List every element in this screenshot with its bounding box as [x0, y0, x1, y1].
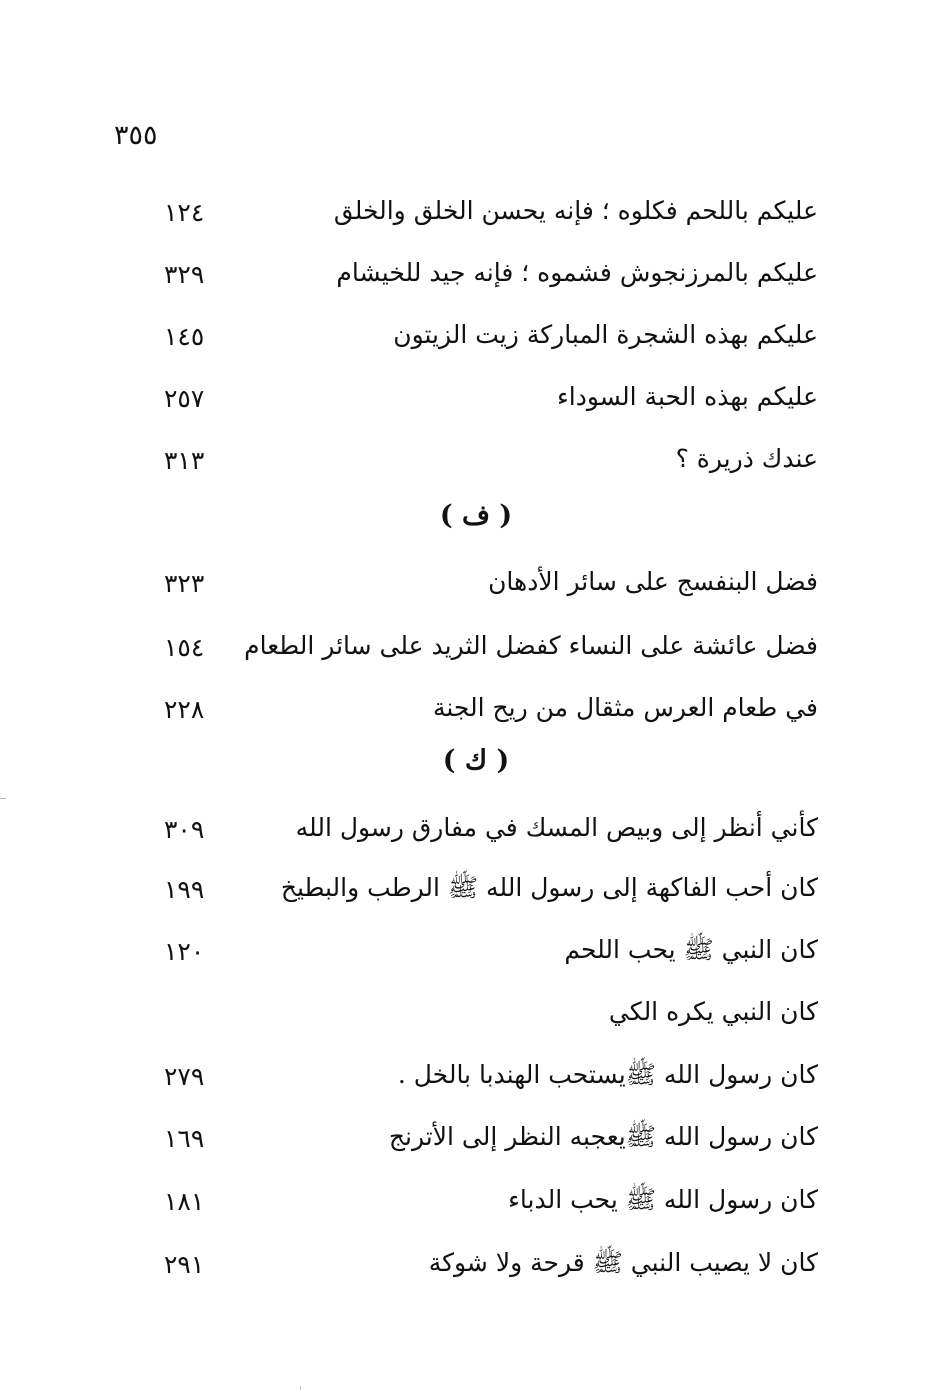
- index-entry: [150, 191, 818, 235]
- section-heading-fa: ( ف ): [439, 500, 513, 531]
- index-entry: [150, 930, 818, 974]
- entry-page-number: ٣٠٩: [164, 815, 205, 844]
- entry-page-number: ١٨١: [164, 1187, 205, 1216]
- section-heading-kaf: ( ك ): [442, 745, 510, 776]
- entry-text: كان رسول الله ﷺيستحب الهندبا بالخل .: [397, 1060, 818, 1089]
- page-number: ٣٥٥: [114, 120, 158, 151]
- entry-page-number: ٢٥٧: [164, 384, 205, 413]
- entry-text: كان رسول الله ﷺيعجبه النظر إلى الأترنج: [388, 1122, 818, 1151]
- entry-text: فضل عائشة على النساء كفضل الثريد على سائر الطعام: [244, 631, 818, 660]
- entry-text: فضل البنفسج على سائر الأدهان: [488, 567, 818, 596]
- entry-page-number: ١٩٩: [164, 875, 205, 904]
- entry-text: عندك ذريرة ؟: [675, 444, 818, 473]
- entry-page-number: ٣٢٩: [164, 260, 205, 289]
- entry-text: عليكم بهذه الشجرة المباركة زيت الزيتون: [393, 320, 818, 349]
- index-entry: [150, 1243, 818, 1287]
- index-entry: [150, 562, 818, 606]
- index-entry: [150, 315, 818, 359]
- entry-text: كان النبي يكره الكي: [608, 997, 818, 1026]
- index-entry: [150, 1055, 818, 1099]
- entry-page-number: ٢٢٨: [164, 695, 205, 724]
- index-entry: [150, 808, 818, 852]
- entry-text: كان رسول الله ﷺ يحب الدباء: [508, 1185, 818, 1214]
- entry-page-number: ١٢٠: [164, 937, 205, 966]
- index-entry: [150, 626, 818, 670]
- index-entry: [150, 688, 818, 732]
- index-entry: [150, 253, 818, 297]
- entry-page-number: ١٤٥: [164, 322, 205, 351]
- entry-text: كان النبي ﷺ يحب اللحم: [564, 935, 818, 964]
- index-entry: [150, 1117, 818, 1161]
- entry-page-number: ٣٢٣: [164, 569, 205, 598]
- entry-text: في طعام العرس مثقال من ريح الجنة: [432, 693, 818, 722]
- entry-page-number: ١٢٤: [164, 198, 205, 227]
- entry-page-number: ١٥٤: [164, 633, 205, 662]
- scan-edge-mark: [0, 798, 6, 799]
- entry-text: كان لا يصيب النبي ﷺ قرحة ولا شوكة: [428, 1248, 818, 1277]
- entry-text: عليكم باللحم فكلوه ؛ فإنه يحسن الخلق والخلق: [333, 196, 818, 225]
- entry-text: عليكم بالمرزنجوش فشموه ؛ فإنه جيد للخيشام: [336, 258, 818, 287]
- entry-page-number: ٣١٣: [164, 446, 205, 475]
- index-entry: [150, 992, 818, 1036]
- index-entry: [150, 868, 818, 912]
- index-entry: [150, 439, 818, 483]
- index-entry: [150, 377, 818, 421]
- entry-page-number: ١٦٩: [164, 1124, 205, 1153]
- entry-page-number: ٢٧٩: [164, 1062, 205, 1091]
- entry-text: عليكم بهذه الحبة السوداء: [557, 382, 818, 411]
- entry-text: كان أحب الفاكهة إلى رسول الله ﷺ الرطب والبطيخ: [280, 873, 818, 902]
- scan-edge-mark: [300, 1386, 301, 1390]
- entry-text: كأني أنظر إلى وبيص المسك في مفارق رسول الله: [295, 813, 818, 842]
- index-entry: [150, 1180, 818, 1224]
- entry-page-number: ٢٩١: [164, 1250, 205, 1279]
